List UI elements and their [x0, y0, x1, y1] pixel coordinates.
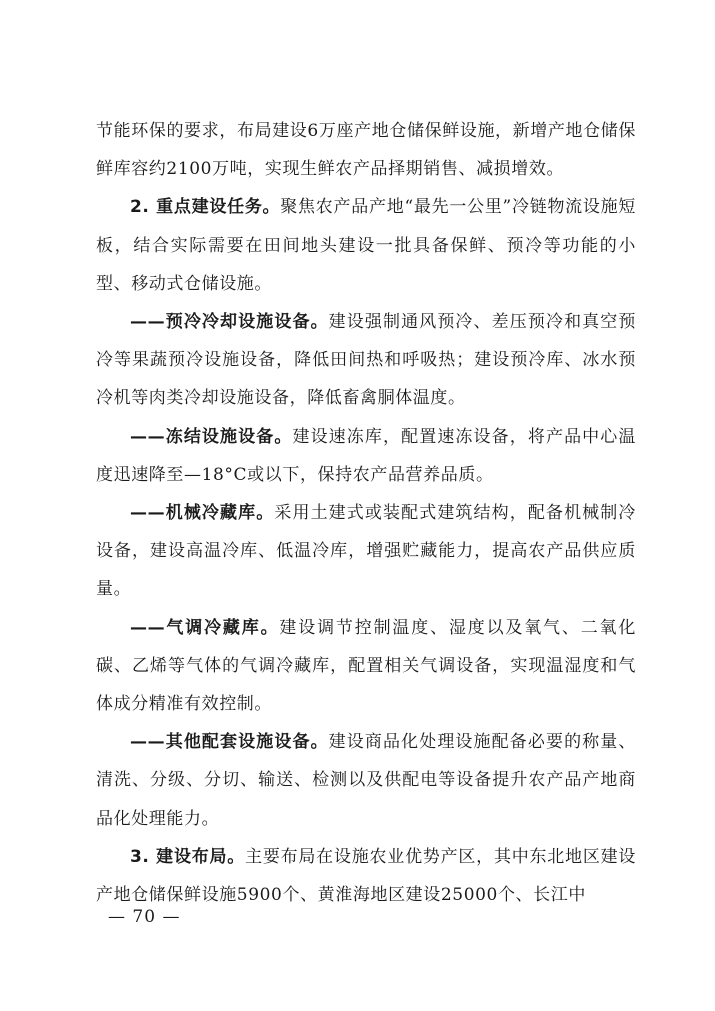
- paragraph-4: [96, 418, 636, 494]
- paragraph-3-text: 建设强制通风预冷、差压预冷和真空预冷等果蔬预冷设施设备，降低田间热和呼吸热；建设预冷库、冰水预冷机等肉类冷却设施设备，降低畜禽胴体温度。: [96, 312, 636, 409]
- paragraph-8: [96, 838, 636, 914]
- paragraph-1: [96, 112, 636, 188]
- paragraph-6: [96, 609, 636, 724]
- paragraph-5: [96, 494, 636, 609]
- paragraph-2-text: 聚焦农产品产地“最先一公里”冷链物流设施短板，结合实际需要在田间地头建设一批具备保鲜、预冷等功能的小型、移动式仓储设施。: [96, 197, 636, 294]
- page-number: — 70 —: [108, 907, 181, 927]
- paragraph-2: [96, 188, 636, 303]
- paragraph-4-lead: ——冻结设施设备。: [130, 426, 293, 447]
- paragraph-7: [96, 723, 636, 838]
- paragraph-1-text: 节能环保的要求，布局建设6万座产地仓储保鲜设施，新增产地仓储保鲜库容约2100万吨，实现生鲜农产品择期销售、减损增效。: [96, 121, 636, 180]
- paragraph-7-lead: ——其他配套设施设备。: [130, 732, 329, 753]
- paragraph-5-text: 采用土建式或装配式建筑结构，配备机械制冷设备，建设高温冷库、低温冷库，增强贮藏能力，提高农产品供应质量。: [96, 503, 636, 600]
- paragraph-7-text: 建设商品化处理设施配备必要的称量、清洗、分级、分切、输送、检测以及供配电等设备提升农产品产地商品化处理能力。: [96, 732, 636, 829]
- paragraph-8-lead: 3. 建设布局。: [130, 846, 246, 867]
- paragraph-3: [96, 303, 636, 418]
- paragraph-8-text: 主要布局在设施农业优势产区，其中东北地区建设产地仓储保鲜设施5900个、黄淮海地区建设25000个、长江中: [96, 846, 636, 906]
- paragraph-3-lead: ——预冷冷却设施设备。: [130, 312, 329, 333]
- paragraph-4-text: 建设速冻库，配置速冻设备，将产品中心温度迅速降至—18°C或以下，保持农产品营养品质。: [96, 426, 636, 485]
- document-body: [96, 112, 636, 914]
- paragraph-2-lead: 2. 重点建设任务。: [130, 197, 281, 218]
- paragraph-6-lead: ——气调冷藏库。: [130, 617, 280, 638]
- paragraph-6-text: 建设调节控制温度、湿度以及氧气、二氧化碳、乙烯等气体的气调冷藏库，配置相关气调设备，实现温湿度和气体成分精准有效控制。: [96, 617, 636, 715]
- paragraph-5-lead: ——机械冷藏库。: [130, 503, 275, 524]
